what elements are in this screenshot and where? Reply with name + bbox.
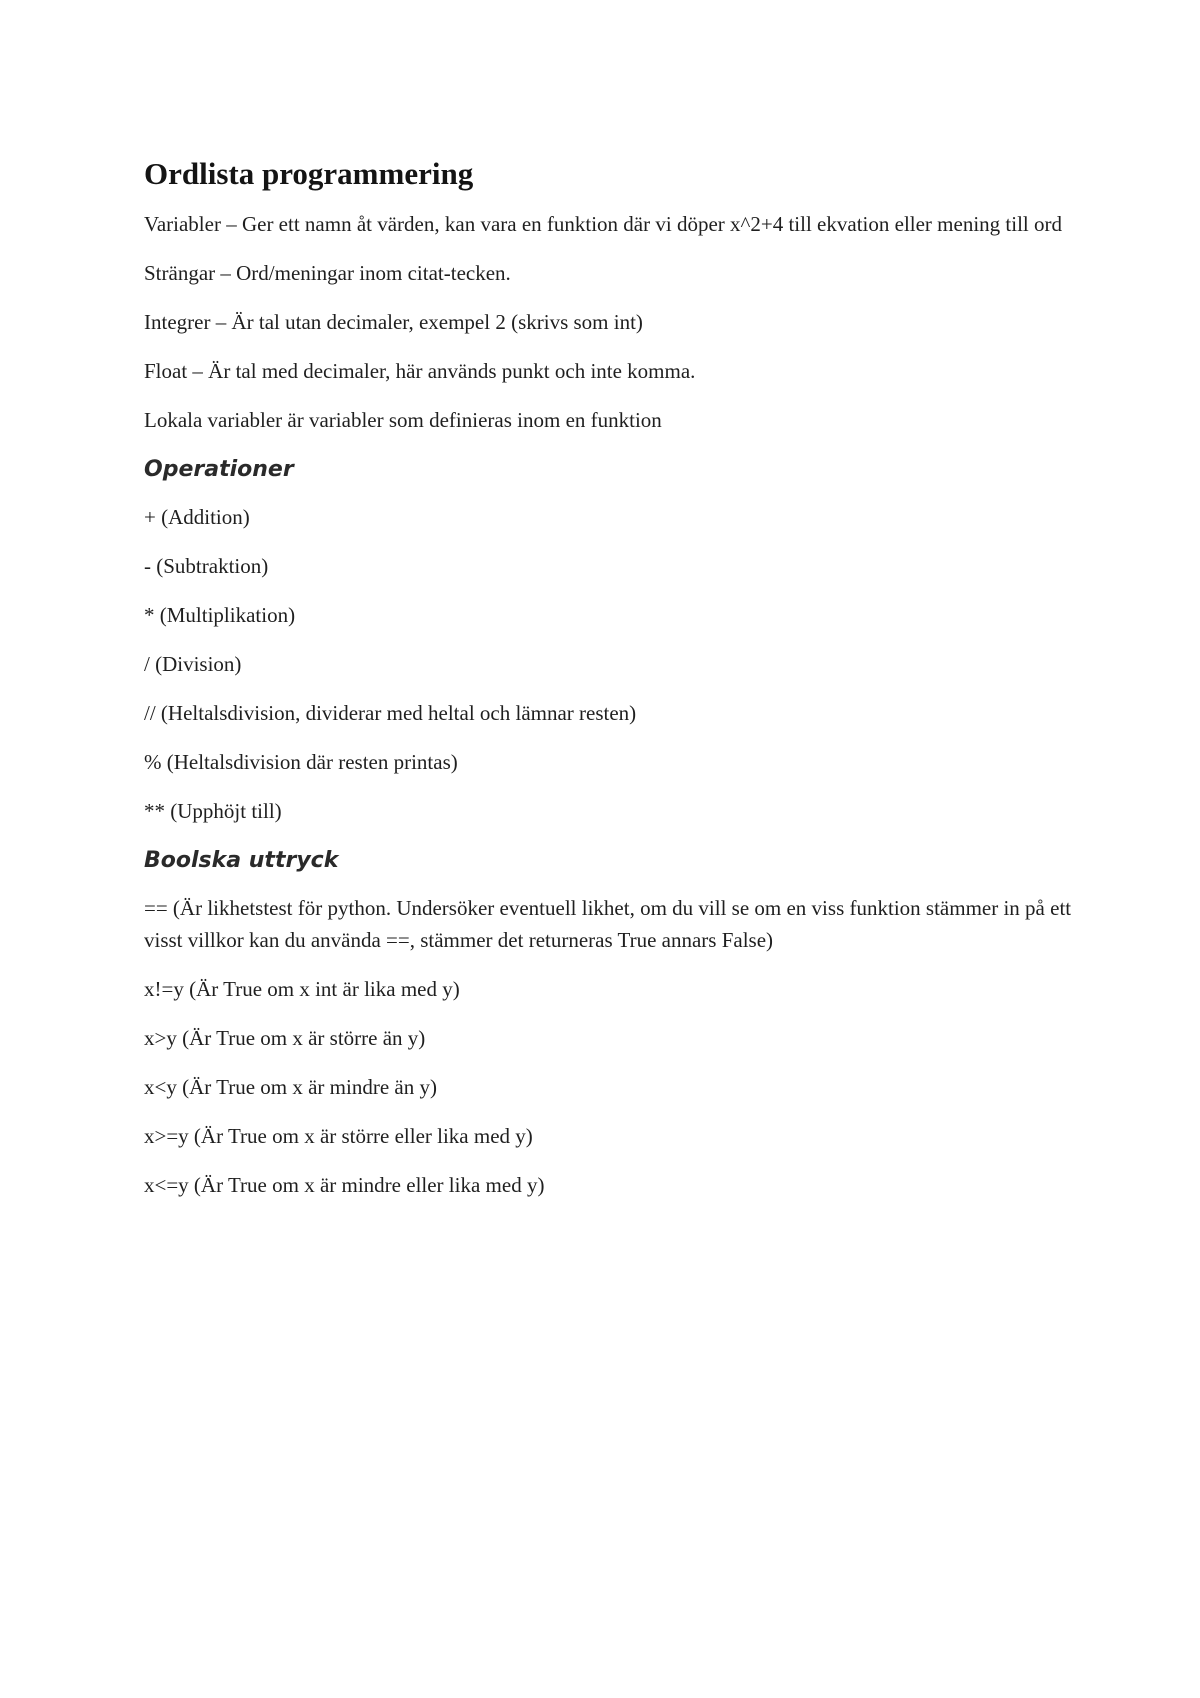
boolean-less-or-equal: x<=y (Är True om x är mindre eller lika med y) xyxy=(144,1173,545,1197)
boolean-equality: == (Är likhetstest för python. Undersöker eventuell likhet, om du vill se om en viss funktion stämmer in på ett visst villkor kan du använda ==, stämmer det returneras True annars False) xyxy=(144,896,1072,952)
definition-integrer: Integrer – Är tal utan decimaler, exempel 2 (skrivs som int) xyxy=(144,310,643,334)
boolean-not-equal: x!=y (Är True om x int är lika med y) xyxy=(144,977,460,1001)
document-body xyxy=(144,156,1084,1218)
definition-float: Float – Är tal med decimaler, här används punkt och inte komma. xyxy=(144,359,696,383)
definition-lokala-variabler: Lokala variabler är variabler som definieras inom en funktion xyxy=(144,408,662,432)
boolean-less-than: x<y (Är True om x är mindre än y) xyxy=(144,1075,437,1099)
operator-multiplikation: * (Multiplikation) xyxy=(144,603,296,627)
operator-exponent: ** (Upphöjt till) xyxy=(144,799,282,823)
document-title: Ordlista programmering xyxy=(144,156,474,191)
operator-division: / (Division) xyxy=(144,652,242,676)
operator-modulo: % (Heltalsdivision där resten printas) xyxy=(144,750,458,774)
operator-subtraktion: - (Subtraktion) xyxy=(144,554,269,578)
section-heading-operationer: Operationer xyxy=(144,457,294,482)
operator-addition: + (Addition) xyxy=(144,505,250,529)
section-heading-boolska-uttryck: Boolska uttryck xyxy=(144,848,339,873)
definition-variabler: Variabler – Ger ett namn åt värden, kan vara en funktion där vi döper x^2+4 till ekvation eller mening till ord xyxy=(144,212,1062,236)
boolean-greater-than: x>y (Är True om x är större än y) xyxy=(144,1026,426,1050)
operator-heltalsdivision: // (Heltalsdivision, dividerar med heltal och lämnar resten) xyxy=(144,701,637,725)
definition-strangar: Strängar – Ord/meningar inom citat-tecken. xyxy=(144,261,511,285)
boolean-greater-or-equal: x>=y (Är True om x är större eller lika med y) xyxy=(144,1124,533,1148)
